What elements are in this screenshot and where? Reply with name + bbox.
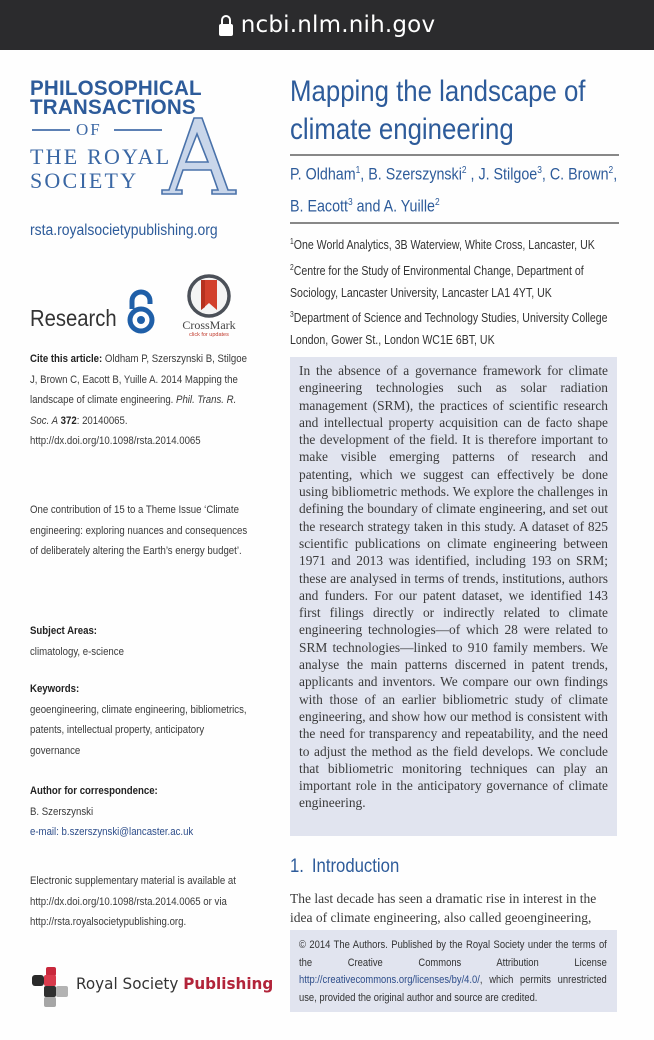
title-divider (290, 154, 619, 156)
publisher-mark-icon (30, 965, 74, 1009)
license-link[interactable]: http://creativecommons.org/licenses/by/4.0/ (299, 974, 480, 986)
author-affiliation-marker: 3 (347, 196, 353, 208)
url-text[interactable]: ncbi.nlm.nih.gov (240, 12, 436, 38)
logo-line-society: SOCIETY (30, 168, 139, 193)
keywords (30, 679, 249, 761)
author-name: C. Brown (549, 164, 609, 184)
license-text-end: , which permits unrestricted use, provided the original author and source are credited. (299, 974, 607, 1004)
author-list (290, 157, 634, 220)
license-box (290, 930, 617, 1012)
keywords-label: Keywords: (30, 683, 80, 695)
affiliation-text: Centre for the Study of Environmental Change, Department of Sociology, Lancaster University, Lancaster LA1 4YT, UK (290, 264, 584, 300)
author-name: J. Stilgoe (478, 164, 538, 184)
theme-issue-note: One contribution of 15 to a Theme Issue ‘Climate engineering: exploring nuances and consequences of deliberately altering the Earth’s energy budget’. (30, 504, 248, 557)
correspondence-label: Author for correspondence: (30, 785, 158, 797)
section-number: 1. (290, 856, 304, 877)
logo-of: OF (76, 120, 102, 139)
crossmark-label: CrossMark (182, 318, 236, 332)
author-separator: , (613, 164, 618, 184)
publisher-name-bold: Publishing (183, 974, 274, 993)
citation-label: Cite this article: (30, 353, 103, 365)
logo-line-the-royal: THE ROYAL (30, 144, 172, 169)
logo-letter-a-icon (158, 116, 238, 196)
abstract-box (290, 357, 617, 836)
affiliation-item (290, 231, 626, 257)
citation-journal: Phil. Trans. R. Soc. A (30, 394, 237, 427)
supplementary-note: Electronic supplementary material is available at http://dx.doi.org/10.1098/rsta.2014.0065 or via http://rsta.royalsocietypublishing.org. (30, 875, 236, 928)
crossmark-badge[interactable] (178, 274, 240, 342)
author-separator: , (360, 164, 369, 184)
logo-line-transactions: TRANSACTIONS (30, 96, 196, 119)
affiliation-number: 3 (290, 310, 294, 320)
open-access-icon[interactable] (124, 289, 158, 335)
author-affiliation-marker: 2 (608, 165, 614, 176)
affiliation-item (290, 304, 626, 352)
author-affiliation-marker: 3 (537, 165, 542, 176)
citation-block (30, 349, 249, 452)
publisher-logo (30, 965, 274, 1010)
affiliation-item (290, 257, 626, 305)
introduction-text: The last decade has seen a dramatic rise in interest in the idea of climate engineering, also called geoengineering, (290, 891, 597, 925)
crossmark-icon (187, 274, 231, 318)
subject-areas-value: climatology, e-science (30, 645, 124, 658)
citation-volume: 372 (60, 414, 77, 427)
author-separator: , (541, 164, 550, 184)
affiliation-number: 2 (290, 262, 294, 272)
license-text (299, 937, 607, 1007)
publisher-name-regular: Royal Society (76, 974, 184, 993)
section-title: Introduction (311, 856, 400, 877)
author-name: B. Eacott (290, 196, 348, 216)
publisher-name (76, 974, 273, 993)
author-name: P. Oldham (290, 164, 356, 184)
correspondence-email-link[interactable]: e-mail: b.szerszynski@lancaster.ac.uk (30, 826, 194, 838)
affiliation-text: One World Analytics, 3B Waterview, White Cross, Lancaster, UK (293, 238, 595, 253)
section-heading-introduction (290, 856, 399, 878)
journal-logo (30, 78, 240, 198)
citation-doi-link[interactable]: http://dx.doi.org/10.1098/rsta.2014.0065 (30, 435, 201, 447)
author-name: B. Szerszynski (368, 164, 462, 184)
logo-line-philosophical: PHILOSOPHICAL (30, 77, 202, 100)
authors-divider (290, 222, 619, 224)
author-name: A. Yuille (383, 196, 435, 216)
author-separator: , (466, 164, 479, 184)
author-affiliation-marker: 2 (434, 196, 440, 208)
article-type-label: Research (30, 305, 117, 331)
journal-site-link[interactable]: rsta.royalsocietypublishing.org (30, 222, 218, 239)
article-title: Mapping the landscape of climate engineering (290, 75, 586, 146)
affiliation-text: Department of Science and Technology Studies, University College London, Gower St., London WC1E 6BT, UK (290, 311, 608, 348)
logo-of-row (32, 120, 162, 138)
lock-icon (219, 15, 233, 37)
subject-areas (30, 621, 249, 662)
author-separator: and (352, 196, 384, 216)
citation-pages: : 20140065. (76, 414, 128, 427)
browser-url-bar[interactable] (0, 0, 654, 50)
author-affiliation-marker: 1 (355, 165, 361, 176)
citation-text: Oldham P, Szerszynski B, Stilgoe J, Brown C, Eacott B, Yuille A. 2014 Mapping the landscape of climate engineering. (30, 353, 247, 406)
author-affiliation-marker: 2 (461, 165, 467, 176)
affiliation-number: 1 (290, 237, 294, 246)
crossmark-sublabel: click for updates (189, 332, 229, 338)
license-text-start: © 2014 The Authors. Published by the Royal Society under the terms of the Creative Commons Attribution License (299, 939, 607, 969)
affiliations (290, 231, 626, 352)
logo-rule-right (114, 129, 162, 131)
abstract-text: In the absence of a governance framework for climate engineering technologies such as solar radiation management (SRM), the practices of scientific research and intellectual property acquisition can de facto shape the development of the field. It is therefore important to make visible emerging patterns of research and patenting, which we suggest can effectively be done using bibliometric methods. We explore the challenges in defining the boundary of climate engineering, and set out the research strategy taken in this study. A dataset of 825 scientific publications on climate engineering between 1971 and 2013 was identified, including 193 on SRM; these are analysed in terms of trends, institutions, authors and funders. For our patent dataset, we identified 143 first filings directly or indirectly related to climate engineering technologies—of which 28 were related to SRM technologies—linked to 910 family members. We analyse the main patterns discerned in patent trends, applicants and inventors. We compare our own findings with those of an earlier bibliometric study of climate engineering, and show how our method is consistent with the need for transparency and repeatability, and the need to adjust the method as the field develops. We conclude that bibliometric monitoring techniques can play an important role in the anticipatory governance of climate engineering. (299, 363, 608, 811)
subject-areas-label: Subject Areas: (30, 625, 98, 637)
logo-rule-left (32, 129, 70, 131)
keywords-value: geoengineering, climate engineering, bibliometrics, patents, intellectual property, anticipatory governance (30, 703, 247, 757)
correspondence (30, 781, 249, 843)
correspondence-name: B. Szerszynski (30, 805, 94, 818)
